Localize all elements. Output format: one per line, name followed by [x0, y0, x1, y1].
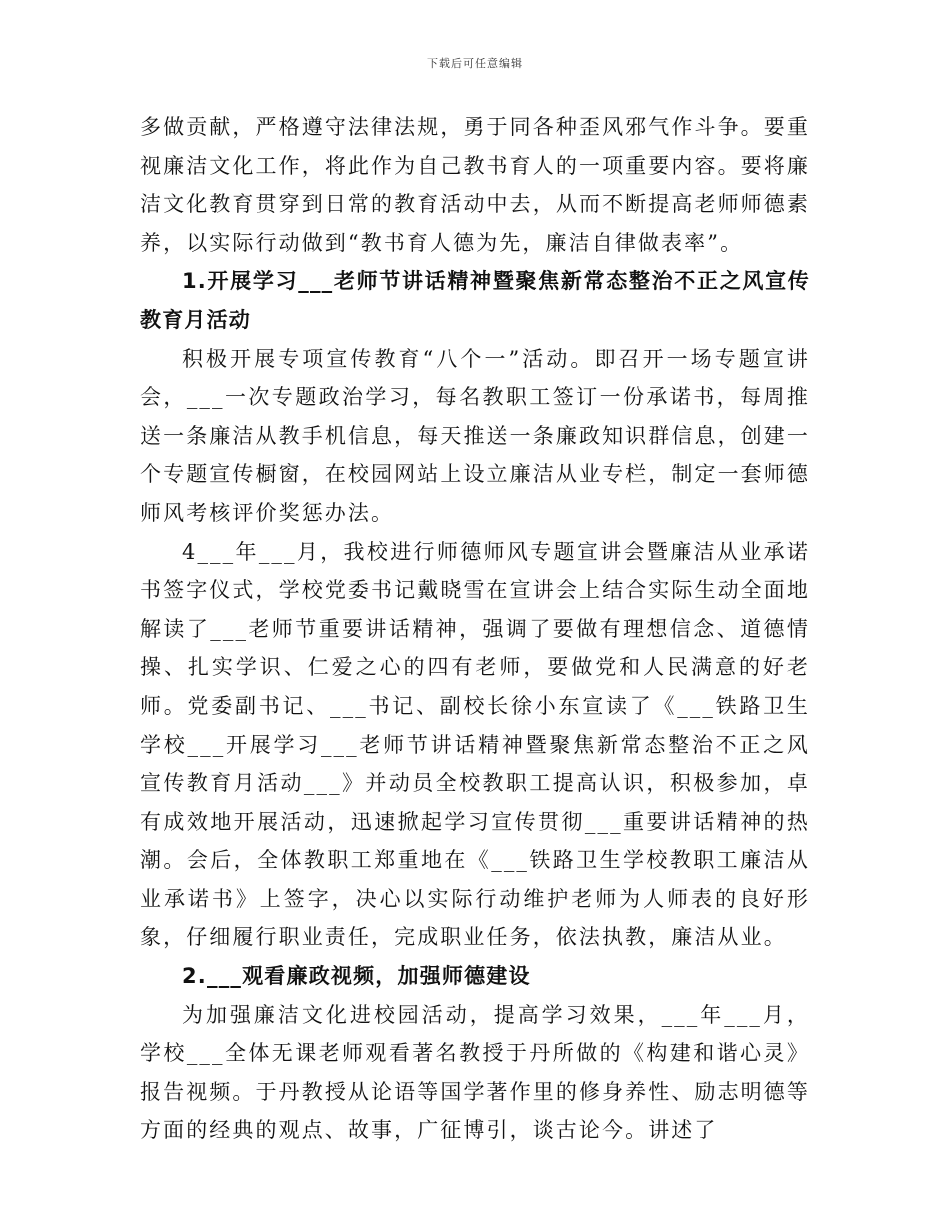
- body-paragraph: 4___年___月，我校进行师德师风专题宣讲会暨廉洁从业承诺书签字仪式，学校党委书记戴晓雪在宣讲会上结合实际生动全面地解读了___老师节重要讲话精神，强调了要做有理想信念、道德情操、扎实学识、仁爱之心的四有老师，要做党和人民满意的好老师。党委副书记、___书记、副校长徐小东宣读了《___铁路卫生学校___开展学习___老师节讲话精神暨聚焦新常态整治不正之风宣传教育月活动___》并动员全校教职工提高认识，积极参加，卓有成效地开展活动，迅速掀起学习宣传贯彻___重要讲话精神的热潮。会后，全体教职工郑重地在《___铁路卫生学校教职工廉洁从业承诺书》上签字，决心以实际行动维护老师为人师表的良好形象，仔细履行职业责任，完成职业任务，依法执教，廉洁从业。: [140, 539, 810, 950]
- body-paragraph: 多做贡献，严格遵守法律法规，勇于同各种歪风邪气作斗争。要重视廉洁文化工作，将此作为自己教书育人的一项重要内容。要将廉洁文化教育贯穿到日常的教育活动中去，从而不断提高老师师德素养，以实际行动做到“教书育人德为先，廉洁自律做表率”。: [140, 115, 810, 255]
- section-heading: 2.___观看廉政视频，加强师德建设: [182, 964, 531, 989]
- section-heading: 1.开展学习___老师节讲话精神暨聚焦新常态整治不正之风宣传教育月活动: [140, 269, 810, 332]
- document-body: [140, 108, 810, 1150]
- body-paragraph: 积极开展专项宣传教育“八个一”活动。即召开一场专题宣讲会，___一次专题政治学习，每名教职工签订一份承诺书，每周推送一条廉洁从教手机信息，每天推送一条廉政知识群信息，创建一个专题宣传橱窗，在校园网站上设立廉洁从业专栏，制定一套师德师风考核评价奖惩办法。: [140, 346, 810, 525]
- body-paragraph: 为加强廉洁文化进校园活动，提高学习效果，___年___月，学校___全体无课老师观看著名教授于丹所做的《构建和谐心灵》报告视频。于丹教授从论语等国学著作里的修身养性、励志明德等方面的经典的观点、故事，广征博引，谈古论今。讲述了: [140, 1002, 810, 1143]
- page-header: 下载后可任意编辑: [427, 57, 523, 70]
